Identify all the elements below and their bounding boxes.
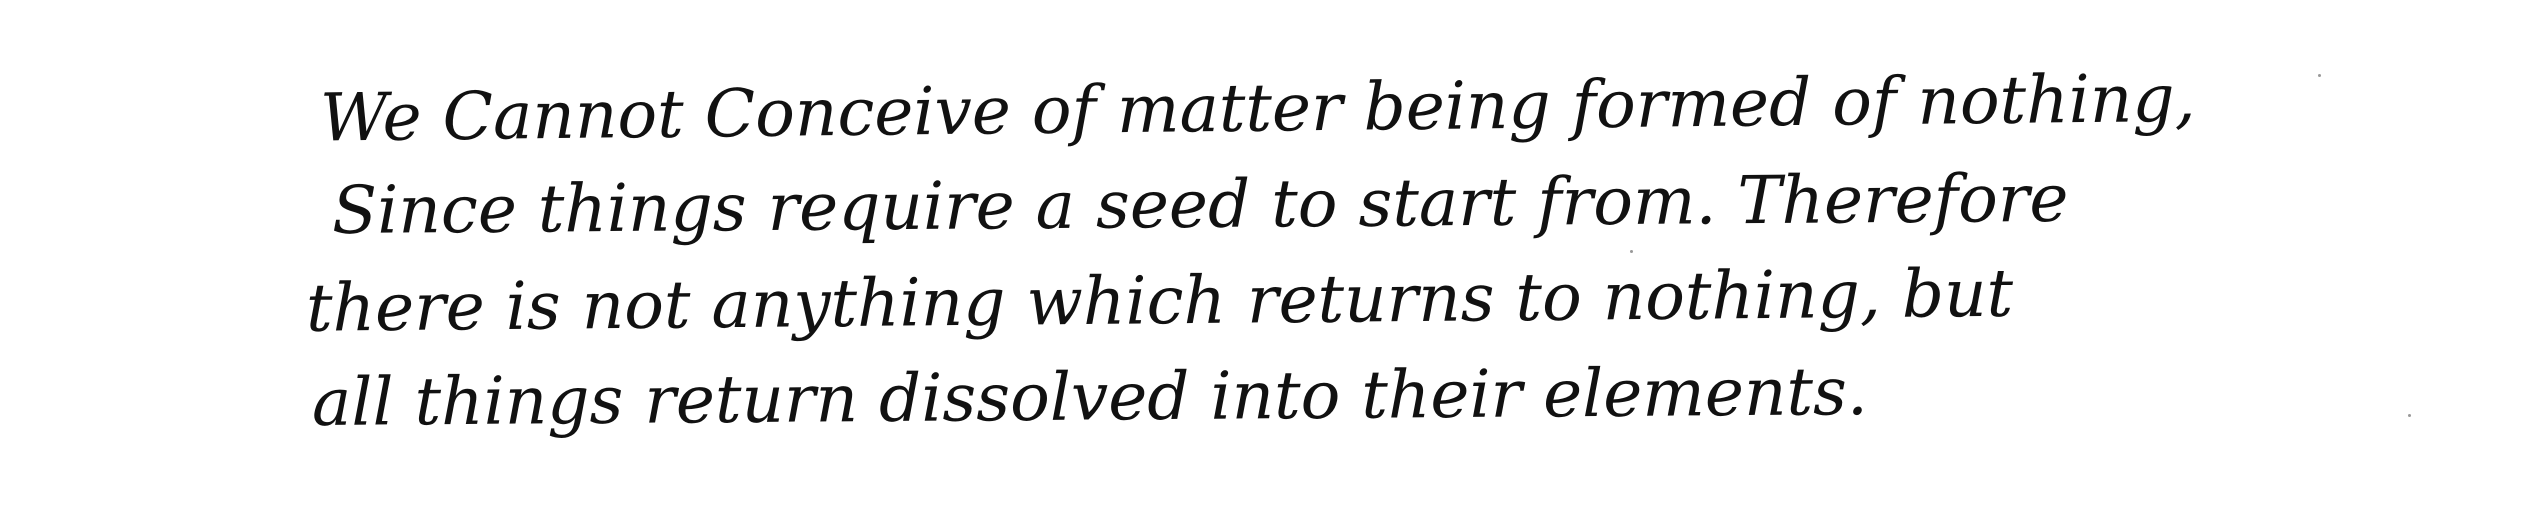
text-line-2: Since things require a seed to start from. Therefore: [331, 159, 2069, 249]
text-line-4: all things return dissolved into their elements.: [311, 353, 1869, 441]
text-line-3: there is not anything which returns to nothing, but: [305, 254, 2014, 347]
ink-speck: [1630, 250, 1633, 253]
ink-speck: [2408, 414, 2411, 417]
ink-speck: [2318, 74, 2321, 77]
handwritten-text-block: [305, 59, 2320, 444]
text-line-1: We Cannot Conceive of matter being formed of nothing,: [319, 59, 2196, 157]
